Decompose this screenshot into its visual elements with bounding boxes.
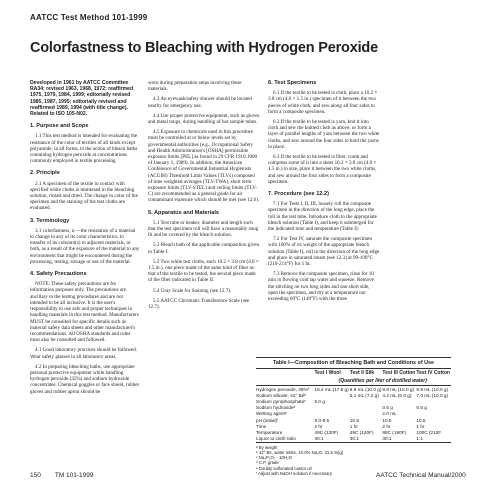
table-cell: 88C (190F) (382, 429, 407, 435)
table-cell: 49C (120F) (314, 429, 339, 435)
table-cell: 0.5 g (382, 405, 393, 411)
table-row (256, 392, 451, 398)
table-cell: 30:1 (315, 436, 350, 443)
page-title: Colorfastness to Bleaching with Hydrogen Peroxide (30, 40, 378, 56)
paragraph: 5.4 Gray Scale for Staining (see 12.7). (153, 287, 232, 294)
footnote: ᵇ 42° Be, water white, 10.0% Na₂O, 31.6 Si(g) (256, 449, 344, 455)
row-label: Liquor to cloth ratio (256, 436, 315, 443)
paragraph: 7.2 For Test IV, saturate the composite specimen with 100% of its weight of the appropriate bleach solution (Table I), roll in the direction of the long edge and place in saturated steam (see 12.3) at 99-100°C (210-214°F) for 1 hr. (268, 236, 380, 268)
table-cell: 8.8 mL (10.0 g) (416, 386, 449, 392)
row-label: Temperature (256, 429, 283, 435)
table-header (256, 369, 315, 377)
row-label: Sodium hydroxideᵈ (256, 405, 296, 411)
table-cell: 8.8 mL (10.0 g) (382, 386, 415, 392)
table-cell: 30:1 (382, 436, 416, 443)
table-cell: 2 hr (314, 423, 323, 429)
paragraph: 3.1 colorfastness, n.—the resistance of a material to change in any of its color characteristics, to transfer of its colorant(s) to adjacent materials, or both, as a result of the exposure of the material to any environment that might be encountered during the processing, testing, storage or use of the material. (30, 227, 140, 265)
section-heading-specimens: 6. Test Specimens (268, 80, 317, 86)
table-cell: 10.5 (416, 417, 426, 423)
paragraph: 5.5 AATCC Chromatic Transference Scale (see 12.7). (148, 297, 250, 311)
table-cell: 30:1 (350, 436, 383, 443)
footnote: ᵉ Doubly sulfonated castor oil (256, 465, 312, 471)
footer-left (30, 472, 94, 479)
section-heading-terminology: 3. Terminology (30, 217, 70, 224)
paragraph: 6.2 If the textile to be tested is yarn, knit it into cloth and sew the knitted cloth as above, or form a layer of parallel lengths of yarn between the two white cloths, and sew around the four sides to hold the yarns in place. (268, 119, 380, 150)
paragraph: worn during preparation steps involving these materials. (148, 80, 242, 93)
table-cell: 5.1 mL (7.2 g) (349, 392, 379, 398)
paragraph: 2.1 A specimen of the textile in contact with specified white cloths is immersed in the bleaching solution, rinsed and dried. The change in color of the specimen and the staining of the test cloths are evaluated. (30, 180, 138, 212)
paragraph: 1.1 This test method is intended for evaluating the resistance of the color of textiles of all kinds except polyamide, in all forms, to the action of bleach baths containing hydrogen peroxide at concentrations commonly employed in textile processing. (30, 133, 138, 165)
row-label: Sodium silicate, 42° Béᵇ (256, 392, 307, 398)
table-cell: 10.5 (349, 417, 359, 423)
development-note: Developed in 1961 by AATCC Committee RA34; revised 1963, 1968, 1972; reaffirmed 1975, 1979, 1984, 1999; editorially revised 1985, 1987, 1995; editorially revised and reaffirmed 1989, 1994 (with title change). Related to ISO 105-N02. (30, 80, 134, 118)
table (256, 369, 451, 443)
paragraph: 5.1 Test tube or beaker, diameter and length such that the test specimen roll will have a reasonably snug fit and be covered by the bleach solution. (148, 219, 259, 239)
table-cell: 15.4 mL (17.5 g) (314, 386, 349, 392)
section-heading-purpose: 1. Purpose and Scope (30, 123, 89, 130)
paragraph: 4.2 In preparing bleaching baths, use appropriate personal protective equipment while handling hydrogen peroxide (35%) and sodium hydroxide concentrates. Chemical goggles or face shield, rubber gloves and rubber apron should be (30, 363, 140, 395)
table-cell: 1 hr (349, 423, 358, 429)
footer-publication: AATCC Technical Manual/2000 (376, 472, 466, 479)
column-3 (268, 80, 380, 306)
paragraph: 5.3 Two white test cloths, each 10.2 × 3.8 cm (4.0 × 1.5 in.), one piece made of the same kind of fiber as that of the textile to be tested, the second piece made of the fiber indicated in Table II. (148, 258, 259, 284)
table-cell: 8.8 mL (10.0 g) (349, 386, 382, 392)
table-cell: 8.0-9.5 (314, 417, 330, 423)
paragraph: 4.5 Exposure to chemicals used in this procedure must be controlled at or below levels set by governmental authorities (e.g., Occupational Safety and Health Administration's [OSHA] permissible exposure limits [PEL] as found in 29 CFR 1910.1000 of January 1, 1989). In addition, the American Conference of Governmental Industrial Hygienists (ACGIH) Threshold Limit Values (TLVs) composed of time weighted averages (TLV-TWA), short term exposure limits (TLV-STEL) and ceiling limits (TLV-C) are recommended as a general guide for air contaminant exposure which should be met (see 12.6). (148, 129, 260, 204)
paragraph: 4.1 Good laboratory practices should be followed. Wear safety glasses in all laboratory areas. (30, 347, 138, 360)
table-cell: 2.0 mL (382, 411, 397, 417)
table-cell: 100C (212F (416, 429, 442, 435)
table-row (256, 386, 451, 393)
row-label: Hydrogen peroxide, 35%ª (256, 386, 310, 392)
paragraph: 4.3 An eyewash/safety shower should be located nearby for emergency use. (148, 96, 252, 109)
footer-method: TM 101-1999 (54, 472, 94, 479)
section-heading-principle: 2. Principle (30, 170, 60, 177)
table-cell: 10.5 (382, 417, 392, 423)
paragraph: 7.3 Remove the composite specimen, rinse for 10 min in flowing cold tap water and squeeze. Remove the stitching on two long sides and one short side, open the specimen, and dry at a temperature not exceeding 60°C (140°F) with the three (268, 271, 374, 303)
table-cell: 0.5 g (416, 405, 427, 411)
table-header: Test III Cotton (382, 370, 416, 376)
table-cell: 49C (120F) (349, 429, 374, 435)
footnote: ᵈ C.P. grade (256, 460, 279, 466)
paragraph: 4.4 Use proper protective equipment, such as gloves and metal tongs, during handling of hot sample tubes. (148, 112, 260, 126)
table-subheader: (Quantities per liter of distilled water) (315, 377, 452, 386)
table-cell: 1:1 (416, 436, 451, 443)
paragraph: 6.3 If the textile to be tested is fiber, comb and compress some of it into a sheet 10.2 × 3.8 cm (4.0 × 1.5 in.) in size, place it between the two white cloths, and sew around the four sides to form a composite specimen. (268, 154, 377, 185)
safety-note: NOTE: These safety precautions are for information purposes only. The precautions are ancillary to the testing procedures and are not intended to be all inclusive. It is the user's responsibility to use safe and proper techniques in handling materials in this test method. Manufacturers MUST be consulted for specific details such as material safety data sheets and other manufacturer's recommendations. All OSHA standards and rules must also be consulted and followed. (30, 281, 139, 344)
column-2 (148, 80, 260, 314)
section-heading-procedure: 7. Procedure (see 12.2) (268, 191, 329, 198)
table-cell: 5.0 g (314, 398, 325, 404)
table-header: Test IV Cotton (416, 370, 450, 376)
table-cell: 4.2 mL (6.0 g) (382, 392, 412, 398)
paragraph: 6.1 If the textile to be tested is cloth, place a 10.2 × 3.8 cm (4.0 × 1.5 in.) specimen of it between the two pieces of white cloth, and sew along all four sides to form a composite specimen. (268, 90, 378, 115)
table-cell: 2 hr (382, 423, 391, 429)
section-heading-safety: 4. Safety Precautions (30, 271, 87, 278)
table-header: Test I Wool (314, 370, 341, 376)
header-method: AATCC Test Method 101-1999 (30, 13, 148, 22)
row-label: Time (256, 423, 267, 429)
row-label: Wetting agentᵉ (256, 411, 287, 417)
table-cell: 1 hr (416, 423, 425, 429)
footnote: ª By weight (256, 444, 278, 450)
table-cell: 7.0 mL (10.0 g) (416, 392, 449, 398)
page-number: 150 (30, 472, 41, 479)
row-label: pH (initial)ᶠ (256, 417, 279, 423)
paragraph: 7.1 For Tests I, II, III, loosely roll the composite specimen in the direction of the long edge, place the roll in the test tube. Introduce cloth to the appropriate bleach solution (Table I), and keep it submerged for the indicated time and temperature (Table I). (268, 201, 377, 233)
column-1 (30, 80, 140, 399)
table-row (256, 436, 451, 443)
section-heading-apparatus: 5. Apparatus and Materials (148, 209, 219, 216)
footnote: ᶠ Adjust with NaOH solution if necessary (256, 470, 332, 476)
footnote: ᶜ Na₄P₂O₇ · 10H₂O (256, 455, 293, 461)
row-label: Sodium pyrophosphateᶜ (256, 398, 306, 404)
paragraph: 5.2 Bleach bath of the applicable composition given in Table I. (148, 242, 260, 255)
composition-table (256, 357, 451, 476)
table-header: Test II Silk (349, 370, 375, 376)
table-title: Table I—Composition of Bleaching Bath and Conditions of Use (256, 357, 451, 369)
